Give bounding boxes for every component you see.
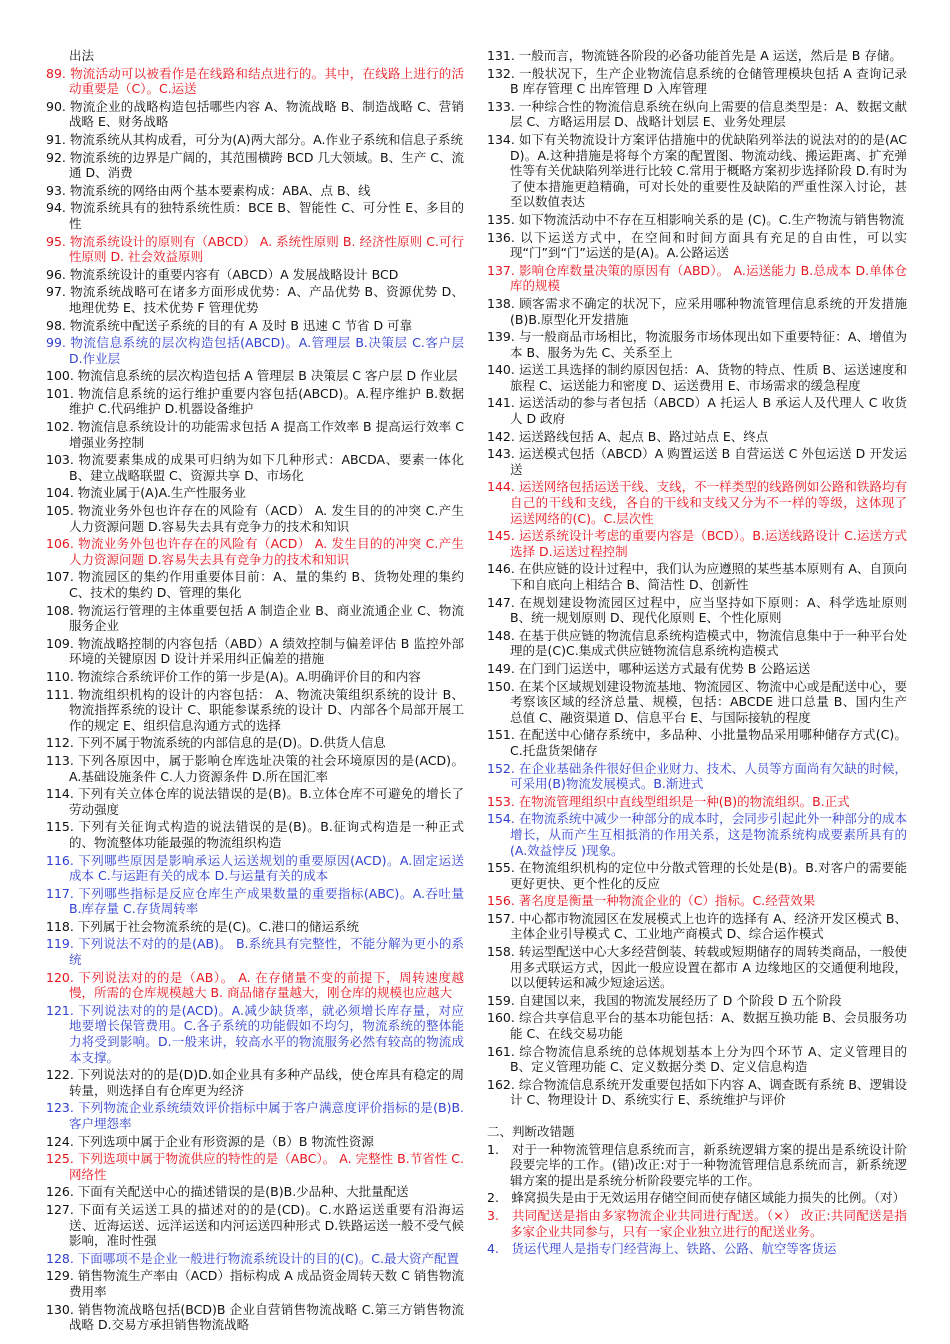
question-item: 158. 转运型配送中心大多经营倒装、转载或短期储存的周转类商品，一般使用多式联运方式，因此一般应设置在都市 A 边缘地区的交通便利地段，以以便转运和减少短途运送。 xyxy=(487,944,907,991)
question-item: 139. 与一般商品市场相比，物流服务市场体现出如下重要特征：A、增值为本 B、服务为先 C、关系至上 xyxy=(487,329,907,360)
question-item: 107. 物流园区的集约作用重要体目前：A、量的集约 B、货物处理的集约 C、技术的集约 D、管理的集化 xyxy=(46,569,464,600)
question-item: 160. 综合共享信息平台的基本功能包括：A、数据互换功能 B、会员服务功能 C、在线交易功能 xyxy=(487,1010,907,1042)
question-item: 134. 如下有关物流设计方案评估措施中的优缺陷列举法的说法对的的是(ACD)。A.这种措施是将每个方案的配置图、物流动线、搬运距离、扩充弹性等有关优缺陷列举进行比较 C.常用于概略方案初步选择阶段 D.有时为了使本措施更趋精确，可对长处的重要性及缺陷的严重性深入讨论，甚至以数值表达 xyxy=(487,131,907,210)
question-item: 122. 下列说法对的的是(D)D.如企业具有多种产品线，使仓库具有稳定的周转量，则选择自有仓库更为经济 xyxy=(46,1067,464,1098)
question-item: 2. 蜂窝损失是由于无效运用存储空间而使存储区域能力损失的比例。（对） xyxy=(487,1190,906,1206)
question-item: 115. 下列有关征询式构造的说法错误的是(B)。B.征询式构造是一种正式的、物流整体功能最强的物流组织构造 xyxy=(46,819,464,850)
question-item: 151. 在配送中心储存系统中，多品种、小批量物品采用哪种储存方式(C)。C.托盘货架储存 xyxy=(487,727,907,758)
question-item: 98. 物流系统中配送子系统的目的有 A 及时 B 迅速 C 节省 D 可靠 xyxy=(46,317,413,333)
question-item: 130. 销售物流战略包括(BCD)B 企业自营销售物流战略 C.第三方销售物流战略 D.交易方承担销售物流战略 xyxy=(46,1301,464,1333)
question-item: 124. 下列选项中属于企业有形资源的是（B）B 物流性资源 xyxy=(46,1133,374,1149)
question-item: 108. 物流运行管理的主体重要包括 A 制造企业 B、商业流通企业 C、物流服务企业 xyxy=(46,602,464,634)
question-item: 137. 影响仓库数量决策的原因有（ABD）。 A.运送能力 B.总成本 D.单体仓库的规模 xyxy=(487,262,907,294)
question-item: 162. 综合物流信息系统开发重要包括如下内容 A、调查既有系统 B、逻辑设计 C、物理设计 D、系统实行 E、系统维护与评价 xyxy=(487,1076,907,1108)
question-item: 146. 在供应链的设计过程中，我们认为应遵照的某些基本原则有 A、自顶向下和自底向上相结合 B、简洁性 D、创新性 xyxy=(487,561,907,592)
question-item: 143. 运送模式包括（ABCD）A 购置运送 B 自营运送 C 外包运送 D 开发运送 xyxy=(487,446,907,477)
question-item: 153. 在物流管理组织中直线型组织是一种(B)的物流组织。B.正式 xyxy=(487,793,850,809)
question-item: 148. 在基于供应链的物流信息系统构造模式中，物流信息集中于一种平台处理的是(C)C.集成式供应链物流信息系统构造模式 xyxy=(487,627,907,659)
question-item: 123. 下列物流企业系统绩效评价指标中属于客户满意度评价指标的是(B)B.客户埋怨率 xyxy=(46,1100,464,1131)
question-item: 105. 物流业务外包也许存在的风险有（ACD） A. 发生目的的冲突 C.产生人力资源问题 D.容易失去具有竞争力的技术和知识 xyxy=(46,503,464,534)
question-item: 140. 运送工具选择的制约原因包括：A、货物的特点、性质 B、运送速度和旅程 C、运送能力和密度 D、运送费用 E、市场需求的缓急程度 xyxy=(487,362,907,393)
question-item: 95. 物流系统设计的原则有（ABCD） A. 系统性原则 B. 经济性原则 C.可行性原则 D. 社会效益原则 xyxy=(46,233,464,265)
question-item: 121. 下列说法对的的是(ACD)。A.减少缺货率，就必须增长库存量，对应地要增长保管费用。C.各子系统的功能假如不均匀，物流系统的整体能力将受到影响。D.一般来讲，较高水平的物流服务必然有较高的物流成本支撑。 xyxy=(46,1002,464,1065)
question-item: 135. 如下物流活动中不存在互相影响关系的是 (C)。C.生产物流与销售物流 xyxy=(487,211,904,227)
question-item: 126. 下面有关配送中心的描述错误的是(B)B.少品种、大批量配送 xyxy=(46,1184,409,1200)
question-item: 112. 下列不属于物流系统的内部信息的是(D)。D.供货人信息 xyxy=(46,735,386,751)
question-item: 155. 在物流组织机构的定位中分散式管理的长处是(B)。B.对客户的需要能更好更快、更个性化的反应 xyxy=(487,860,907,891)
question-item: 109. 物流战略控制的内容包括（ABD）A 绩效控制与偏差评估 B 监控外部环境的关键原因 D 设计并采用纠正偏差的措施 xyxy=(46,635,464,667)
question-item: 99. 物流信息系统的层次构造包括(ABCD)。A.管理层 B.决策层 C.客户层 D.作业层 xyxy=(46,335,464,366)
question-item: 136. 以下运送方式中，在空间和时间方面具有充足的自由性，可以实现“门”到“门”运送的是(A)。A.公路运送 xyxy=(487,229,907,261)
question-item: 89. 物流活动可以被看作是在线路和结点进行的。其中，在线路上进行的活动重要是（C）。C.运送 xyxy=(46,65,464,97)
question-item: 132. 一般状况下，生产企业物流信息系统的仓储管理模块包括 A 查询记录 B 库存管理 C 出库管理 D 入库管理 xyxy=(487,65,907,97)
question-item: 4. 货运代理人是指专门经营海上、铁路、公路、航空等客货运 xyxy=(487,1241,837,1257)
question-item: 111. 物流组织机构的设计的内容包括： A、物流决策组织系统的设计 B、物流指挥系统的设计 C、职能参谋系统的设计 D、内部各个局部开展工作的规定 E、组织信息沟通方式的选择 xyxy=(46,686,464,733)
question-item: 152. 在企业基础条件很好但企业财力、技术、人员等方面尚有欠缺的时候，可采用(B)物流发展模式。B.渐进式 xyxy=(487,760,907,792)
question-item: 114. 下列有关立体仓库的说法错误的是(B)。B.立体仓库不可避免的增长了劳动强度 xyxy=(46,786,464,817)
section-title: 二、判断改错题 xyxy=(487,1124,575,1139)
left-column xyxy=(46,48,464,1335)
question-item: 116. 下列哪些原因是影响承运人运送规划的重要原因(ACD)。A.固定运送成本 C.与运距有关的成本 D.与运量有关的成本 xyxy=(46,852,464,884)
question-item: 117. 下列哪些指标是反应仓库生产成果数量的重要指标(ABC)。A.吞吐量 B.库存量 C.存货周转率 xyxy=(46,885,464,917)
question-item: 159. 自建国以来，我国的物流发展经历了 D 个阶段 D 五个阶段 xyxy=(487,992,842,1008)
question-item: 145. 运送系统设计考虑的重要内容是（BCD）。B.运送线路设计 C.运送方式选择 D.运送过程控制 xyxy=(487,528,907,559)
question-item: 1. 对于一种物流管理信息系统而言，新系统逻辑方案的提出是系统设计阶段要完毕的工作。(错)改正:对于一种物流管理信息系统而言，新系统逻辑方案的提出是系统分析阶段要完毕的工作。 xyxy=(487,1141,907,1188)
question-item: 93. 物流系统的网络由两个基本要素构成：ABA、点 B、线 xyxy=(46,182,371,198)
question-item: 142. 运送路线包括 A、起点 B、路过站点 E、终点 xyxy=(487,428,769,444)
question-item: 150. 在某个区域规划建设物流基地、物流园区、物流中心或是配送中心，要考察该区域的经济总量、规模，包括：ABCDE 进口总量 B、国内生产总值 C、融资渠道 D、信息平台 E、与国际接轨的程度 xyxy=(487,678,907,725)
right-column xyxy=(487,48,907,1259)
question-item: 149. 在门到门运送中，哪种运送方式最有优势 B 公路运送 xyxy=(487,660,811,676)
question-item: 154. 在物流系统中减少一种部分的成本时，会同步引起此外一种部分的成本增长，从而产生互相抵消的作用关系，这是物流系统构成要素所具有的(A.效益悖反 )现象。 xyxy=(487,811,907,858)
question-item: 147. 在规划建设物流园区过程中，应当坚持如下原则：A、科学选址原则 B、统一规划原则 D、现代化原则 E、个性化原则 xyxy=(487,594,907,626)
question-item: 101. 物流信息系统的运行维护重要内容包括(ABCD)。A.程序维护 B.数据维护 C.代码维护 D.机器设备维护 xyxy=(46,385,464,417)
question-item: 128. 下面哪项不是企业一般进行物流系统设计的目的(C)。C.最大资产配置 xyxy=(46,1250,459,1266)
question-item: 94. 物流系统具有的独特系统性质：BCE B、智能性 C、可分性 E、多目的性 xyxy=(46,200,464,231)
question-item: 102. 物流信息系统设计的功能需求包括 A 提高工作效率 B 提高运行效率 C 增强业务控制 xyxy=(46,419,464,450)
question-item: 118. 下列属于社会物流系统的是(C)。C.港口的储运系统 xyxy=(46,918,359,934)
question-item: 156. 著名度是衡量一种物流企业的（C）指标。C.经营效果 xyxy=(487,893,816,909)
question-item: 157. 中心都市物流园区在发展模式上也许的选择有 A、经济开发区模式 B、主体企业引导模式 C、工业地产商模式 D、综合运作模式 xyxy=(487,910,907,942)
question-item: 3. 共同配送是指由多家物流企业共同进行配送。（×） 改正:共同配送是指多家企业共同参与，只有一家企业独立进行的配送业务。 xyxy=(487,1207,907,1239)
question-item: 127. 下面有关运送工具的描述对的的是(CD)。C.水路运送重要有沿海运送、近海运送、远洋运送和内河运送四种形式 D.铁路运送一般不受气候影响，准时性强 xyxy=(46,1201,464,1249)
question-item: 120. 下列说法对的的是（AB）。 A. 在存储量不变的前提下，周转速度越慢，所需的仓库规模越大 B. 商品储存量越大，刚仓库的规模也应越大 xyxy=(46,969,464,1001)
question-item: 106. 物流业务外包也许存在的风险有（ACD） A. 发生目的的冲突 C.产生人力资源问题 D.容易失去具有竞争力的技术和知识 xyxy=(46,536,464,567)
question-item: 92. 物流系统的边界是广阔的，其范围横跨 BCD 几大领域。B、生产 C、流通 D、消费 xyxy=(46,149,464,181)
question-item: 129. 销售物流生产率由（ACD）指标构成 A 成品资金周转天数 C 销售物流费用率 xyxy=(46,1268,464,1299)
question-item: 103. 物流要素集成的成果可归纳为如下几种形式：ABCDA、要素一体化 B、建立战略联盟 C、资源共享 D、市场化 xyxy=(46,452,464,483)
question-item: 138. 顾客需求不确定的状况下，应采用哪种物流管理信息系统的开发措施(B)B.原型化开发措施 xyxy=(487,295,907,327)
question-item: 161. 综合物流信息系统的总体规划基本上分为四个环节 A、定义管理目的 B、定义管理功能 C、定义数据分类 D、定义信息构造 xyxy=(487,1043,907,1075)
question-item: 133. 一种综合性的物流信息系统在纵向上需要的信息类型是：A、数据文献层 C、方略运用层 D、战略计划层 E、业务处理层 xyxy=(487,98,907,130)
question-item: 104. 物流业属于(A)A.生产性服务业 xyxy=(46,485,246,501)
question-item: 110. 物流综合系统评价工作的第一步是(A)。A.明确评价目的和内容 xyxy=(46,668,421,684)
question-item: 90. 物流企业的战略构造包括哪些内容 A、物流战略 B、制造战略 C、营销战略 E、财务战略 xyxy=(46,98,464,130)
question-item: 97. 物流系统战略可在诸多方面形成优势：A、产品优势 B、资源优势 D、地理优势 E、技术优势 F 管理优势 xyxy=(46,284,464,315)
question-item: 141. 运送活动的参与者包括（ABCD）A 托运人 B 承运人及代理人 C 收货人 D 政府 xyxy=(487,395,907,427)
question-item: 144. 运送网络包括运送干线、支线，不一样类型的线路例如公路和铁路均有自己的干线和支线，各自的干线和支线又分为不一样的等级，这体现了运送网络的(C)。C.层次性 xyxy=(487,479,907,526)
question-item: 125. 下列选项中属于物流供应的特性的是（ABC）。 A. 完整性 B.节省性 C.网络性 xyxy=(46,1151,464,1182)
question-item: 91. 物流系统从其构成看，可分为(A)两大部分。A.作业子系统和信息子系统 xyxy=(46,131,463,147)
question-item: 出法 xyxy=(69,48,95,63)
question-item: 131. 一般而言，物流链各阶段的必备功能首先是 A 运送，然后是 B 存储。 xyxy=(487,48,902,63)
question-item: 119. 下列说法不对的的是(AB)。 B.系统具有完整性，不能分解为更小的系统 xyxy=(46,936,464,968)
question-item: 113. 下列各原因中，属于影响仓库选址决策的社会环境原因的是(ACD)。A.基础设施条件 C.人力资源条件 D.所在国汇率 xyxy=(46,752,464,784)
question-item: 96. 物流系统设计的重要内容有（ABCD）A 发展战略设计 BCD xyxy=(46,266,399,282)
question-item: 100. 物流信息系统的层次构造包括 A 管理层 B 决策层 C 客户层 D 作业层 xyxy=(46,368,458,384)
